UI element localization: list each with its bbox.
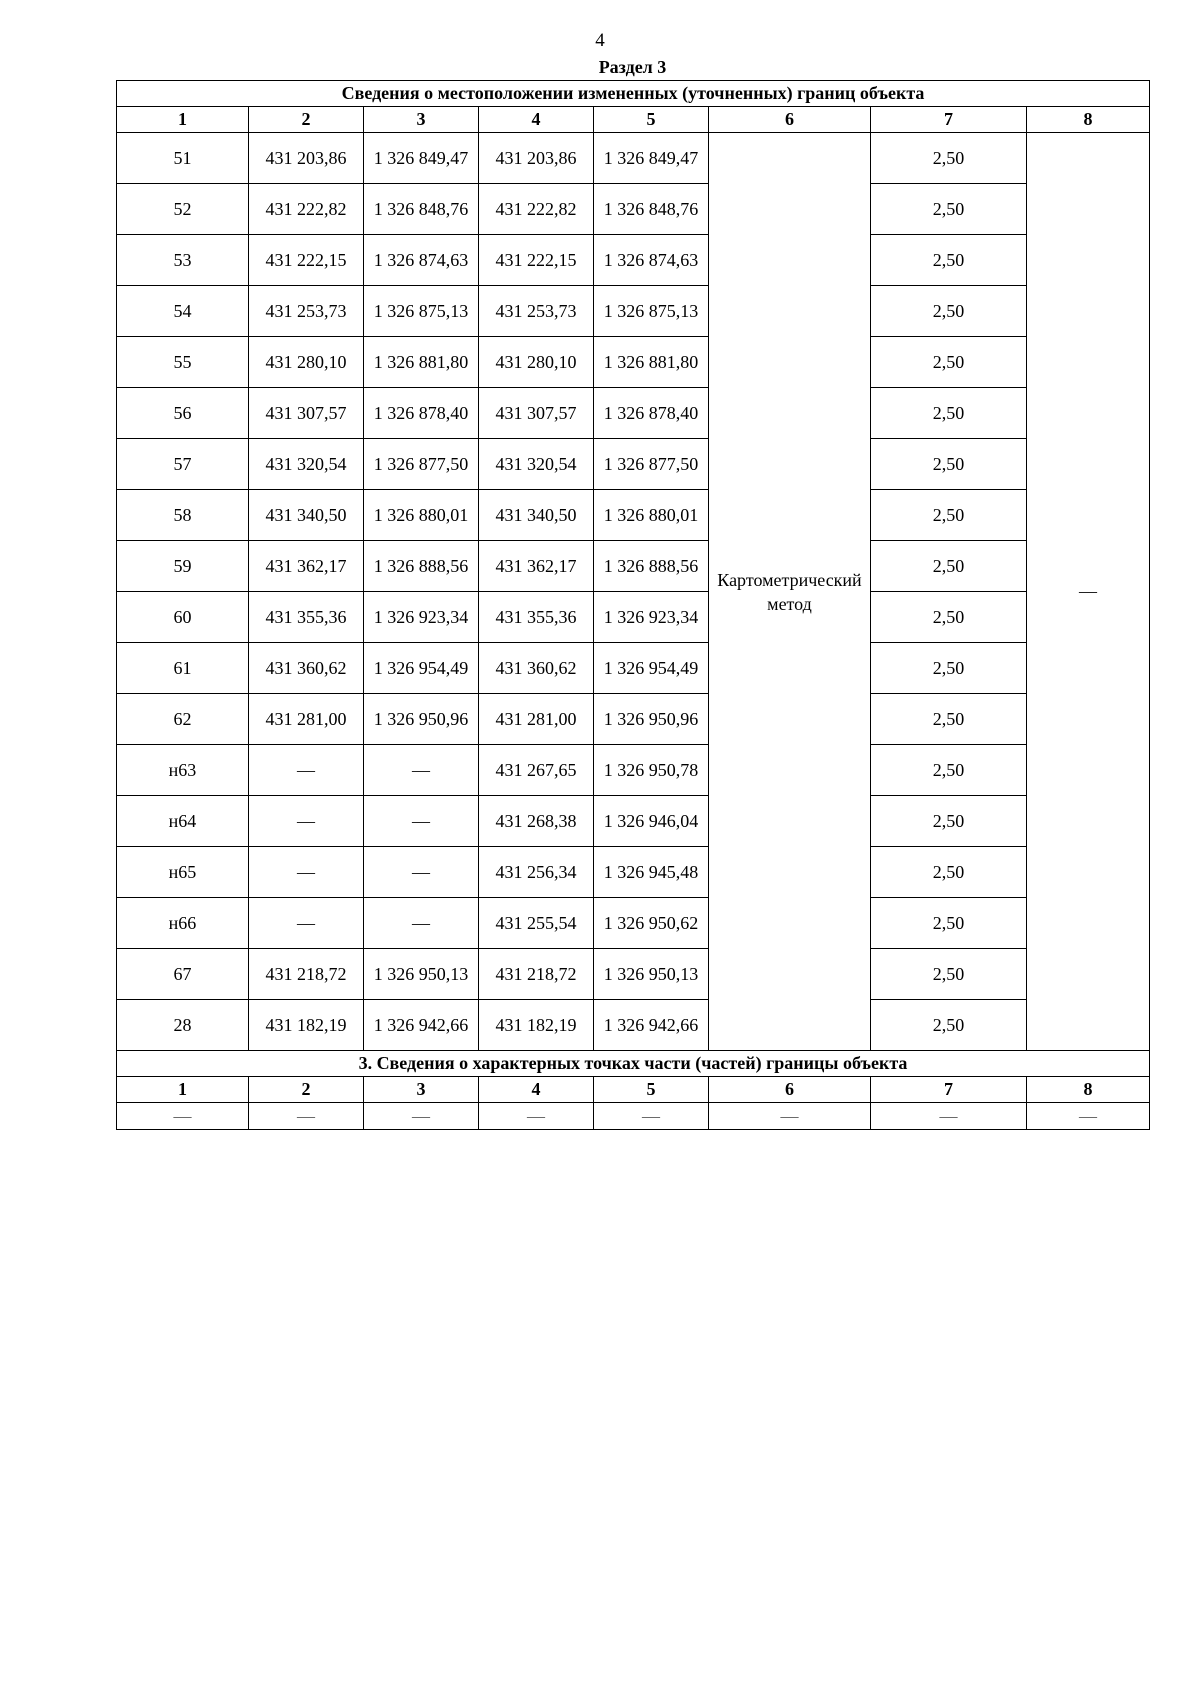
cell-y-old: 1 326 877,50 bbox=[364, 439, 479, 490]
page-number: 4 bbox=[595, 30, 605, 51]
cell-y-new: 1 326 878,40 bbox=[594, 388, 709, 439]
column-header: 2 bbox=[249, 107, 364, 133]
cell-x-new: 431 182,19 bbox=[479, 1000, 594, 1051]
cell-point: 28 bbox=[117, 1000, 249, 1051]
cell-point: н66 bbox=[117, 898, 249, 949]
cell-x-old: — bbox=[249, 745, 364, 796]
cell-x-new: 431 280,10 bbox=[479, 337, 594, 388]
empty-cell: — bbox=[709, 1103, 871, 1130]
table-row bbox=[117, 541, 1150, 592]
cell-point: 55 bbox=[117, 337, 249, 388]
cell-x-new: 431 218,72 bbox=[479, 949, 594, 1000]
cell-x-new: 431 362,17 bbox=[479, 541, 594, 592]
cell-accuracy: 2,50 bbox=[871, 694, 1027, 745]
cell-point: н65 bbox=[117, 847, 249, 898]
cell-point: 52 bbox=[117, 184, 249, 235]
cell-x-old: 431 280,10 bbox=[249, 337, 364, 388]
table-row bbox=[117, 592, 1150, 643]
cell-accuracy: 2,50 bbox=[871, 184, 1027, 235]
cell-point: 56 bbox=[117, 388, 249, 439]
cell-x-old: — bbox=[249, 898, 364, 949]
cell-x-old: 431 222,82 bbox=[249, 184, 364, 235]
table-row bbox=[117, 898, 1150, 949]
table-title: Сведения о местоположении измененных (уточненных) границ объекта bbox=[117, 81, 1150, 107]
cell-y-new: 1 326 950,62 bbox=[594, 898, 709, 949]
parts-title: 3. Сведения о характерных точках части (частей) границы объекта bbox=[117, 1051, 1150, 1077]
column-header: 8 bbox=[1027, 1077, 1150, 1103]
cell-y-old: — bbox=[364, 898, 479, 949]
cell-y-new: 1 326 877,50 bbox=[594, 439, 709, 490]
table-row bbox=[117, 235, 1150, 286]
cell-point: н64 bbox=[117, 796, 249, 847]
cell-x-new: 431 360,62 bbox=[479, 643, 594, 694]
cell-x-old: 431 182,19 bbox=[249, 1000, 364, 1051]
cell-accuracy: 2,50 bbox=[871, 235, 1027, 286]
column-header: 7 bbox=[871, 1077, 1027, 1103]
table-row bbox=[117, 796, 1150, 847]
column-header: 4 bbox=[479, 1077, 594, 1103]
table-row bbox=[117, 694, 1150, 745]
cell-y-old: 1 326 874,63 bbox=[364, 235, 479, 286]
empty-cell: — bbox=[117, 1103, 249, 1130]
cell-x-old: 431 355,36 bbox=[249, 592, 364, 643]
table-title-row bbox=[117, 81, 1150, 107]
method-cell: Картометрический метод bbox=[709, 133, 871, 1051]
cell-y-new: 1 326 942,66 bbox=[594, 1000, 709, 1051]
column-header: 5 bbox=[594, 1077, 709, 1103]
section-title: Раздел 3 bbox=[598, 57, 667, 77]
parts-title-row bbox=[117, 1051, 1150, 1077]
cell-x-new: 431 253,73 bbox=[479, 286, 594, 337]
cell-x-old: 431 253,73 bbox=[249, 286, 364, 337]
column-header: 4 bbox=[479, 107, 594, 133]
cell-accuracy: 2,50 bbox=[871, 1000, 1027, 1051]
cell-y-new: 1 326 946,04 bbox=[594, 796, 709, 847]
cell-point: 54 bbox=[117, 286, 249, 337]
cell-accuracy: 2,50 bbox=[871, 388, 1027, 439]
cell-x-old: 431 203,86 bbox=[249, 133, 364, 184]
table-row bbox=[117, 337, 1150, 388]
cell-x-old: 431 222,15 bbox=[249, 235, 364, 286]
cell-point: 59 bbox=[117, 541, 249, 592]
cell-y-new: 1 326 923,34 bbox=[594, 592, 709, 643]
parts-empty-row bbox=[117, 1103, 1150, 1130]
cell-y-new: 1 326 950,78 bbox=[594, 745, 709, 796]
empty-cell: — bbox=[364, 1103, 479, 1130]
cell-accuracy: 2,50 bbox=[871, 337, 1027, 388]
cell-y-old: — bbox=[364, 847, 479, 898]
cell-y-old: 1 326 950,96 bbox=[364, 694, 479, 745]
table-row bbox=[117, 286, 1150, 337]
table-row bbox=[117, 1000, 1150, 1051]
cell-x-old: 431 360,62 bbox=[249, 643, 364, 694]
table-row bbox=[117, 439, 1150, 490]
empty-cell: — bbox=[871, 1103, 1027, 1130]
cell-x-old: — bbox=[249, 796, 364, 847]
cell-point: 61 bbox=[117, 643, 249, 694]
column-header: 6 bbox=[709, 1077, 871, 1103]
cell-y-new: 1 326 950,96 bbox=[594, 694, 709, 745]
cell-x-old: 431 362,17 bbox=[249, 541, 364, 592]
table-header-row bbox=[117, 107, 1150, 133]
cell-x-new: 431 320,54 bbox=[479, 439, 594, 490]
cell-y-new: 1 326 875,13 bbox=[594, 286, 709, 337]
cell-y-new: 1 326 880,01 bbox=[594, 490, 709, 541]
table-row bbox=[117, 133, 1150, 184]
cell-y-old: 1 326 888,56 bbox=[364, 541, 479, 592]
table-row bbox=[117, 847, 1150, 898]
cell-y-old: 1 326 950,13 bbox=[364, 949, 479, 1000]
column-header: 1 bbox=[117, 1077, 249, 1103]
cell-point: 53 bbox=[117, 235, 249, 286]
column-header: 3 bbox=[364, 1077, 479, 1103]
cell-y-old: 1 326 848,76 bbox=[364, 184, 479, 235]
cell-accuracy: 2,50 bbox=[871, 847, 1027, 898]
cell-accuracy: 2,50 bbox=[871, 796, 1027, 847]
cell-x-new: 431 268,38 bbox=[479, 796, 594, 847]
cell-y-old: 1 326 923,34 bbox=[364, 592, 479, 643]
cell-point: н63 bbox=[117, 745, 249, 796]
cell-x-new: 431 267,65 bbox=[479, 745, 594, 796]
cell-y-new: 1 326 849,47 bbox=[594, 133, 709, 184]
cell-y-old: 1 326 881,80 bbox=[364, 337, 479, 388]
column-header: 2 bbox=[249, 1077, 364, 1103]
empty-cell: — bbox=[249, 1103, 364, 1130]
table-row bbox=[117, 949, 1150, 1000]
empty-cell: — bbox=[1027, 1103, 1150, 1130]
table-row bbox=[117, 490, 1150, 541]
cell-x-new: 431 307,57 bbox=[479, 388, 594, 439]
cell-x-old: 431 218,72 bbox=[249, 949, 364, 1000]
cell-accuracy: 2,50 bbox=[871, 949, 1027, 1000]
cell-y-old: 1 326 878,40 bbox=[364, 388, 479, 439]
cell-x-new: 431 281,00 bbox=[479, 694, 594, 745]
cell-x-new: 431 203,86 bbox=[479, 133, 594, 184]
cell-x-new: 431 255,54 bbox=[479, 898, 594, 949]
cell-y-new: 1 326 848,76 bbox=[594, 184, 709, 235]
cell-y-old: — bbox=[364, 796, 479, 847]
table-row bbox=[117, 643, 1150, 694]
column-header: 8 bbox=[1027, 107, 1150, 133]
cell-accuracy: 2,50 bbox=[871, 592, 1027, 643]
cell-x-old: — bbox=[249, 847, 364, 898]
cell-accuracy: 2,50 bbox=[871, 898, 1027, 949]
table-row bbox=[117, 388, 1150, 439]
column8-cell: — bbox=[1027, 133, 1150, 1051]
cell-y-new: 1 326 945,48 bbox=[594, 847, 709, 898]
cell-y-old: — bbox=[364, 745, 479, 796]
empty-cell: — bbox=[594, 1103, 709, 1130]
boundary-table bbox=[116, 80, 1150, 1130]
cell-y-new: 1 326 954,49 bbox=[594, 643, 709, 694]
cell-point: 57 bbox=[117, 439, 249, 490]
cell-accuracy: 2,50 bbox=[871, 439, 1027, 490]
cell-point: 62 bbox=[117, 694, 249, 745]
cell-y-new: 1 326 881,80 bbox=[594, 337, 709, 388]
cell-accuracy: 2,50 bbox=[871, 133, 1027, 184]
cell-y-old: 1 326 875,13 bbox=[364, 286, 479, 337]
cell-y-old: 1 326 942,66 bbox=[364, 1000, 479, 1051]
table-row bbox=[117, 745, 1150, 796]
cell-y-new: 1 326 950,13 bbox=[594, 949, 709, 1000]
empty-cell: — bbox=[479, 1103, 594, 1130]
cell-point: 58 bbox=[117, 490, 249, 541]
cell-x-old: 431 340,50 bbox=[249, 490, 364, 541]
column-header: 5 bbox=[594, 107, 709, 133]
cell-point: 60 bbox=[117, 592, 249, 643]
column-header: 3 bbox=[364, 107, 479, 133]
cell-x-new: 431 355,36 bbox=[479, 592, 594, 643]
cell-x-new: 431 256,34 bbox=[479, 847, 594, 898]
cell-point: 51 bbox=[117, 133, 249, 184]
cell-point: 67 bbox=[117, 949, 249, 1000]
cell-x-old: 431 281,00 bbox=[249, 694, 364, 745]
parts-header-row bbox=[117, 1077, 1150, 1103]
cell-x-old: 431 307,57 bbox=[249, 388, 364, 439]
cell-accuracy: 2,50 bbox=[871, 490, 1027, 541]
cell-x-old: 431 320,54 bbox=[249, 439, 364, 490]
cell-accuracy: 2,50 bbox=[871, 643, 1027, 694]
table-row bbox=[117, 184, 1150, 235]
cell-accuracy: 2,50 bbox=[871, 286, 1027, 337]
column-header: 6 bbox=[709, 107, 871, 133]
column-header: 7 bbox=[871, 107, 1027, 133]
column-header: 1 bbox=[117, 107, 249, 133]
cell-y-old: 1 326 880,01 bbox=[364, 490, 479, 541]
cell-x-new: 431 222,15 bbox=[479, 235, 594, 286]
cell-accuracy: 2,50 bbox=[871, 745, 1027, 796]
cell-y-old: 1 326 849,47 bbox=[364, 133, 479, 184]
cell-y-new: 1 326 874,63 bbox=[594, 235, 709, 286]
cell-y-new: 1 326 888,56 bbox=[594, 541, 709, 592]
cell-y-old: 1 326 954,49 bbox=[364, 643, 479, 694]
cell-accuracy: 2,50 bbox=[871, 541, 1027, 592]
cell-x-new: 431 222,82 bbox=[479, 184, 594, 235]
cell-x-new: 431 340,50 bbox=[479, 490, 594, 541]
